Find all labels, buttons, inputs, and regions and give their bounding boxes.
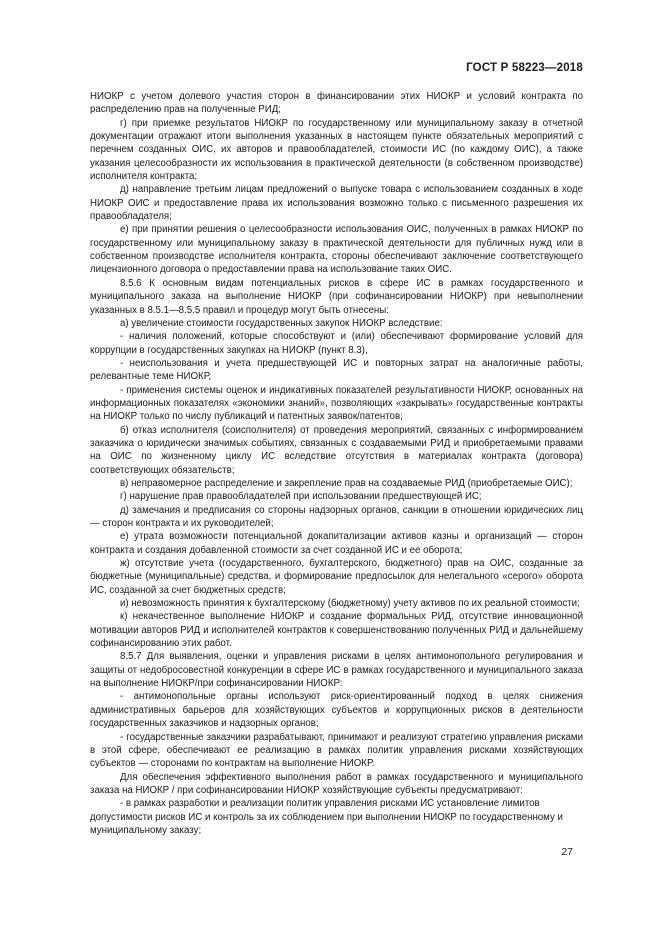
paragraph: к) некачественное выполнение НИОКР и создание формальных РИД, отсутствие инновационной мотивации авторов РИД и исполнителей контрактов к совершенствованию полученных РИД и дальнейшему софинансированию этих работ. (90, 611, 583, 650)
paragraph: а) увеличение стоимости государственных закупок НИОКР вследствие: (120, 317, 443, 329)
paragraph: б) отказ исполнителя (соисполнителя) от проведения мероприятий, связанных с информированием заказчика о юридически значимых событиях, связанных с создаваемыми РИД и приобретаемыми правами на ОИС по жизненному циклу ИС вследствие отсутствия в материалах контракта (договора) соответствующих обязательств; (90, 424, 583, 476)
standard-designation: ГОСТ Р 58223—2018 (466, 62, 583, 74)
paragraph: г) нарушение прав правообладателей при использовании предшествующей ИС; (120, 491, 482, 503)
paragraph: е) при принятии решения о целесообразности использования ОИС, полученных в рамках НИОКР по государственному или муниципальному заказу в практической деятельности для публичных нужд или в собственном производстве исполнителя контракта, стороны обеспечивают заключение соответствующего лицензионного договора о предоставлении права на использование таких ОИС. (90, 224, 583, 276)
page-number: 27 (561, 846, 573, 858)
paragraph: в) неправомерное распределение и закрепление прав на создаваемые РИД (приобретаемые ОИС); (120, 477, 573, 489)
paragraph: е) утрата возможности потенциальной докапитализации активов казны и организаций — сторон контракта и создания добавленной стоимости за счет созданной ИС и ее оборота; (90, 531, 583, 556)
paragraph: НИОКР с учетом долевого участия сторон в финансировании этих НИОКР и условий контракта по распределению прав на полученные РИД; (90, 91, 583, 116)
paragraph: - наличия положений, которые способствуют и (или) обеспечивают формирование условий для коррупции в государственных закупках на НИОКР (пункт 8.3), (90, 331, 583, 356)
paragraph: - неиспользования и учета предшествующей ИС и повторных затрат на аналогичные работы, релевантные теме НИОКР, (90, 357, 583, 383)
paragraph: 8.5.6 К основным видам потенциальных рисков в сфере ИС в рамках государственного и муниципального заказа на выполнение НИОКР (при софинансировании НИОКР) при невыполнении указанных в 8.5.1—8.5.5 правил и процедур могут быть отнесены: (90, 277, 583, 316)
paragraph: - применения системы оценок и индикативных показателей результативности НИОКР, основанных на информационных показателях «экономики знаний», позволяющих «закрывать» государственные контракты на НИОКР только по числу публикаций и патентных заявок/патентов; (90, 384, 583, 423)
paragraph: г) при приемке результатов НИОКР по государственному или муниципальному заказу в отчетной документации отражают итоги выполнения указанных в настоящем пункте обязательных мероприятий с перечнем созданных ОИС, их авторов и правообладателей, стоимости ИС (по каждому ОИС), а также указания целесообразности их использования в практической деятельности (в собственном производстве) исполнителя контракта; (90, 117, 583, 183)
paragraph: - государственные заказчики разрабатывают, принимают и реализуют стратегию управления рисками в этой сфере, обеспечивают ее реализацию в рамках политик управления рисками хозяйствующих субъектов — сторонами по контрактам на выполнение НИОКР. (90, 731, 583, 770)
paragraph: и) невозможность принятия к бухгалтерскому (бюджетному) учету активов по их реальной стоимости; (120, 598, 580, 610)
paragraph: д) замечания и предписания со стороны надзорных органов, санкции в отношении юридических лиц — сторон контракта и их руководителей; (90, 504, 583, 529)
paragraph: - в рамках разработки и реализации политик управления рисками ИС установление лимитов допустимости рисков ИС и контроль за их соблюдением при выполнении НИОКР по государственному и муниципальному заказу; (90, 798, 563, 836)
document-body (90, 90, 583, 837)
paragraph: 8.5.7 Для выявления, оценки и управления рисками в целях антимонопольного регулирования и защиты от недобросовестной конкуренции в сфере ИС в рамках государственного и муниципального заказа на выполнение НИОКР/при софинансировании НИОКР: (90, 651, 583, 690)
paragraph: д) направление третьим лицам предложений о выпуске товара с использованием созданных в ходе НИОКР ОИС и предоставление права их использования возможно только с письменного разрешения их правообладателя; (90, 184, 583, 223)
paragraph: Для обеспечения эффективного выполнения работ в рамках государственного и муниципального заказа на НИОКР / при софинансировании НИОКР хозяйствующие субъекты предусматривают: (90, 771, 583, 796)
paragraph: ж) отсутствие учета (государственного, бухгалтерского, бюджетного) прав на ОИС, созданные за бюджетные (муниципальные) средства, и формирование предпосылок для нелегального «серого» оборота ИС, созданной за счет бюджетных средств; (90, 558, 583, 596)
paragraph: - антимонопольные органы используют риск-ориентированный подход в целях снижения административных барьеров для хозяйствующих субъектов и коррупционных рисков в деятельности государственных заказчиков и надзорных органов; (90, 691, 583, 730)
